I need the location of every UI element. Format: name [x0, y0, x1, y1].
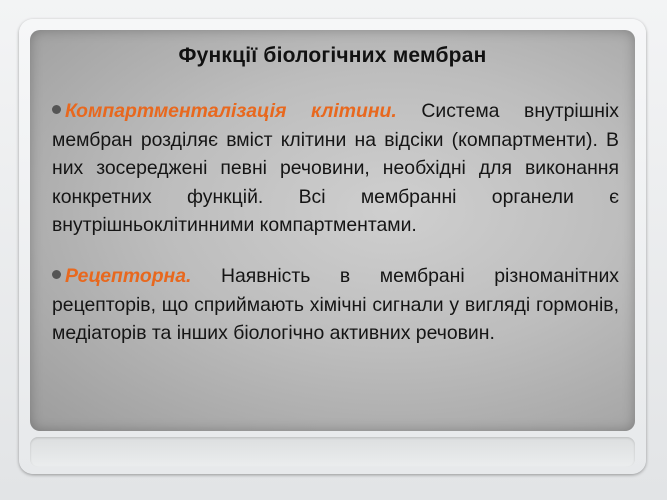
bullet-term: Рецепторна. — [65, 264, 192, 287]
bottom-strip — [30, 437, 635, 467]
bullet-text: Наявність в мембрані різноманітних рецепторів, що сприймають хімічні сигнали у вигляді гормонів, медіаторів та інших біологічно активних речовин. — [52, 264, 619, 345]
bullet-term: Компартменталізація клітини. — [65, 100, 397, 122]
slide-title: Функції біологічних мембран — [178, 44, 487, 67]
bullet-item-compartmentalization — [52, 97, 619, 240]
bullet-text: Система внутрішніх мембран розділяє вміст клітини на відсіки (компартменти). В них зосереджені певні речовини, необхідні для виконання конкретних функцій. Всі мембранні органели є внутрішньоклітинними компартментами. — [52, 100, 619, 237]
bullet-item-receptor — [52, 262, 619, 348]
slide-body — [52, 97, 619, 348]
bullet-dot-icon — [52, 105, 61, 114]
bullet-dot-icon — [52, 270, 61, 279]
